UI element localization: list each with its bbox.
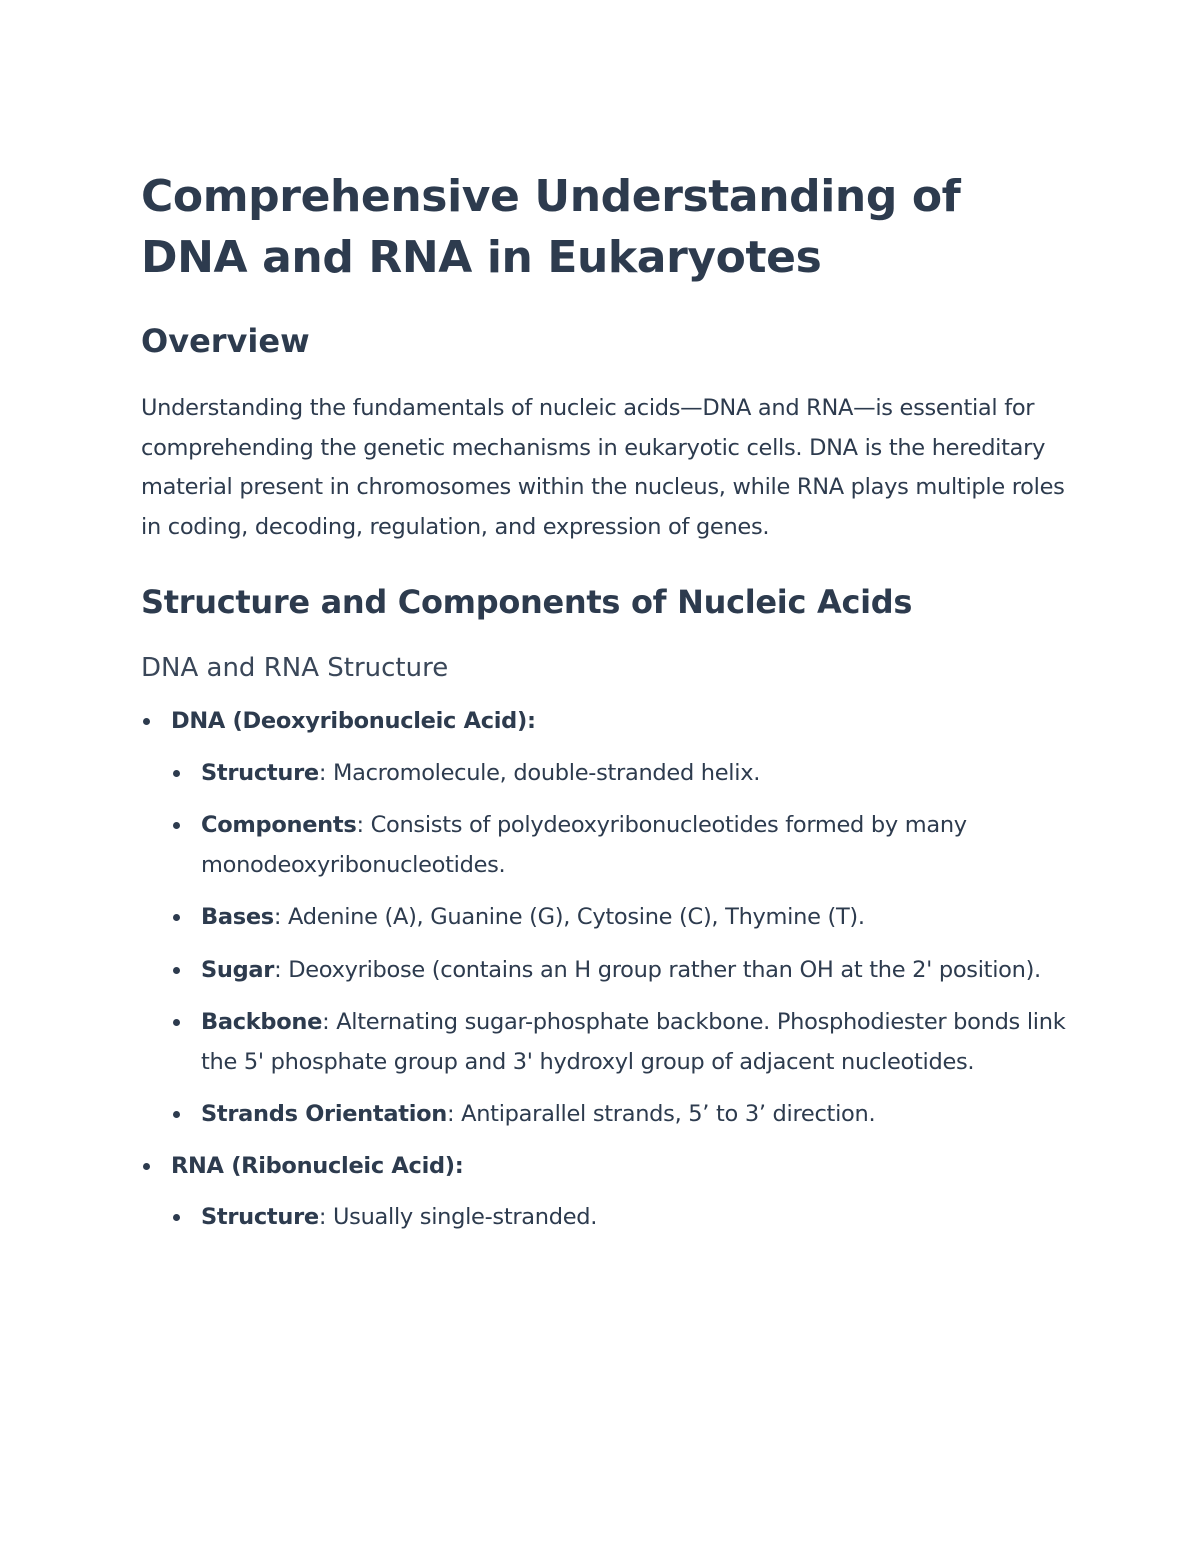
page-title: Comprehensive Understanding of DNA and RNA in Eukaryotes	[141, 171, 961, 283]
bullet-icon	[143, 1163, 150, 1170]
bullet-icon	[173, 914, 180, 921]
item-text: : Deoxyribose (contains an H group rather than OH at the 2' position).	[274, 956, 1041, 983]
item-term: Sugar	[201, 956, 275, 983]
dna-properties-list	[171, 754, 1071, 1135]
list-item	[171, 754, 1071, 794]
item-text: : Alternating sugar-phosphate backbone. Phosphodiester bonds link the 5' phosphate group and 3' hydroxyl group of adjacent nucleotides.	[201, 1009, 1066, 1075]
item-text: : Antiparallel strands, 5’ to 3’ direction.	[447, 1101, 876, 1127]
bullet-icon	[173, 1214, 180, 1221]
bullet-icon	[173, 770, 180, 777]
item-term: Strands Orientation	[201, 1101, 447, 1127]
list-item	[171, 951, 1071, 991]
item-term: Bases	[201, 904, 274, 930]
item-term: Backbone	[201, 1009, 323, 1035]
list-item	[171, 1003, 1071, 1082]
rna-properties-list	[171, 1198, 1071, 1238]
bullet-icon	[173, 1019, 180, 1026]
nucleic-acid-list	[141, 702, 1071, 1238]
structure-heading: Structure and Components of Nucleic Acids	[141, 583, 913, 621]
overview-paragraph: Understanding the fundamentals of nucleic acids—DNA and RNA—is essential for comprehending the genetic mechanisms in eukaryotic cells. DNA is the hereditary material present in chromosomes within the nucleus, while RNA plays multiple roles in coding, decoding, regulation, and expression of genes.	[141, 395, 1065, 540]
overview-heading: Overview	[141, 322, 310, 360]
rna-list-item	[141, 1147, 1071, 1238]
list-item	[171, 898, 1071, 938]
bullet-icon	[173, 1111, 180, 1118]
structure-subheading: DNA and RNA Structure	[141, 653, 449, 683]
dna-list-item	[141, 702, 1071, 1135]
item-term: Components	[201, 812, 357, 838]
item-term: Structure	[201, 759, 319, 786]
list-item	[171, 1198, 1071, 1238]
item-text: : Adenine (A), Guanine (G), Cytosine (C), Thymine (T).	[273, 904, 865, 930]
item-term: Structure	[201, 1204, 319, 1230]
list-item	[171, 1095, 1071, 1135]
document-page	[141, 166, 1071, 1238]
dna-label: DNA (Deoxyribonucleic Acid):	[171, 708, 536, 734]
bullet-icon	[173, 822, 180, 829]
list-item	[171, 806, 1071, 885]
item-text: : Usually single-stranded.	[318, 1204, 598, 1230]
bullet-icon	[173, 967, 180, 974]
rna-label: RNA (Ribonucleic Acid):	[171, 1152, 464, 1179]
bullet-icon	[143, 718, 150, 725]
item-text: : Consists of polydeoxyribonucleotides formed by many monodeoxyribonucleotides.	[201, 812, 967, 878]
item-text: : Macromolecule, double-stranded helix.	[318, 759, 761, 786]
